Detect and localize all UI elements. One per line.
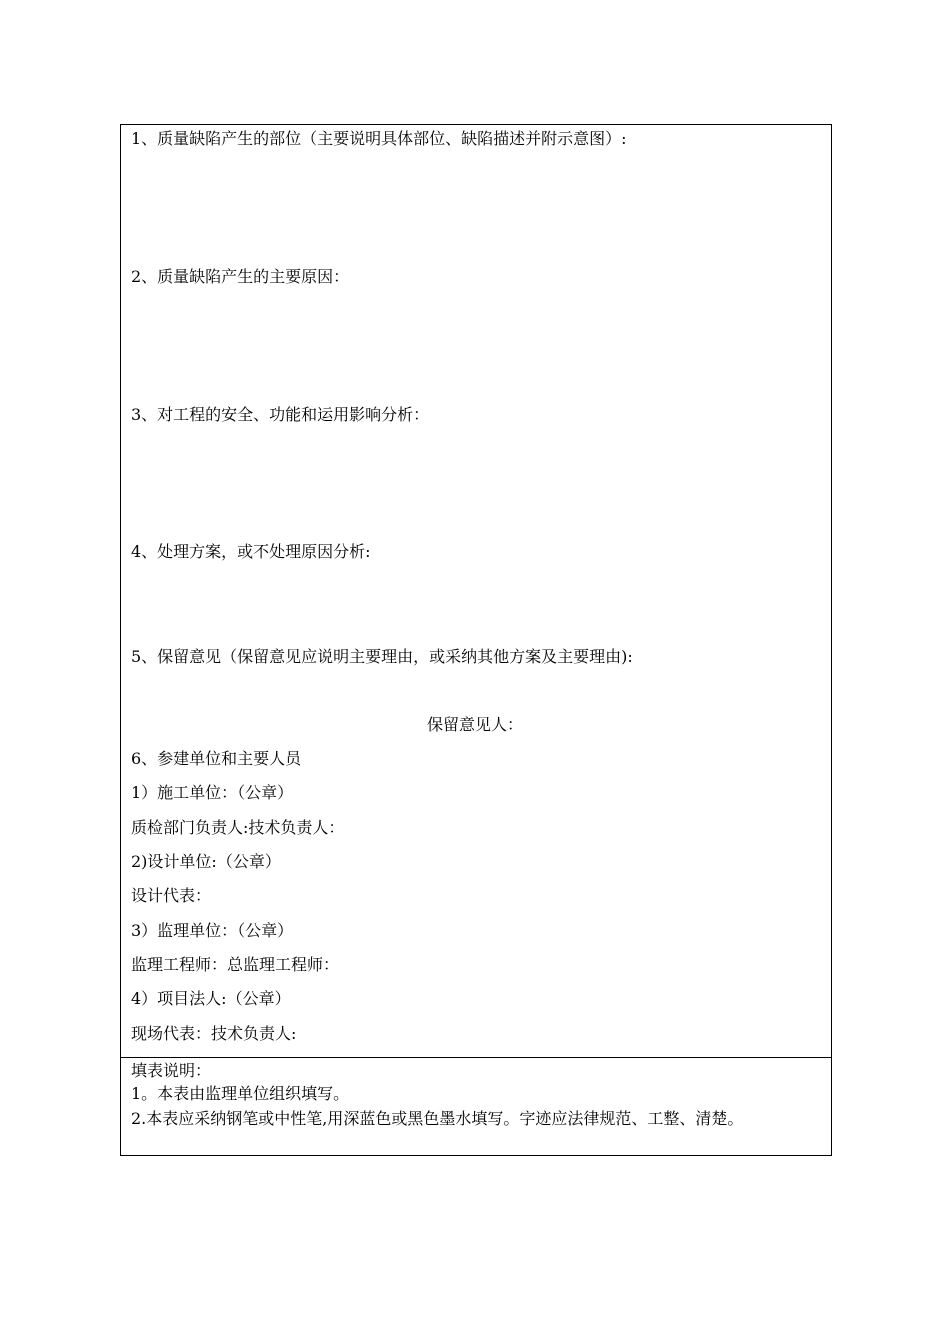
section-2-main-cause: 2、质量缺陷产生的主要原因： [131, 267, 350, 286]
section-6-participants: 6、参建单位和主要人员 [131, 749, 302, 768]
note-1: 1。本表由监理单位组织填写。 [131, 1084, 350, 1103]
party-supervision-people: 监理工程师：总监理工程师： [131, 955, 340, 974]
note-2: 2.本表应采纳钢笔或中性笔,用深蓝色或黑色墨水填写。字迹应法律规范、工整、清楚。 [131, 1109, 744, 1128]
party-design-people: 设计代表： [131, 886, 212, 905]
notes-heading: 填表说明： [131, 1061, 212, 1080]
party-owner-people: 现场代表：技术负责人: [131, 1024, 297, 1043]
party-supervision-unit: 3）监理单位：（公章） [131, 921, 294, 940]
notes-divider [121, 1057, 831, 1058]
party-construction-people: 质检部门负责人:技术负责人： [131, 818, 345, 837]
section-1-defect-location: 1、质量缺陷产生的部位（主要说明具体部位、缺陷描述并附示意图）: [131, 129, 627, 148]
section-3-impact-analysis: 3、对工程的安全、功能和运用影响分析： [131, 405, 430, 424]
defect-record-form [120, 124, 832, 1156]
section-5-reservation-opinion: 5、保留意见（保留意见应说明主要理由，或采纳其他方案及主要理由): [131, 647, 633, 666]
section-4-treatment-plan: 4、处理方案，或不处理原因分析: [131, 542, 371, 561]
party-design-unit: 2)设计单位:（公章） [131, 852, 281, 871]
reservation-signer-label: 保留意见人： [427, 715, 524, 734]
party-construction-unit: 1）施工单位：（公章） [131, 783, 294, 802]
party-project-owner: 4）项目法人:（公章） [131, 989, 291, 1008]
